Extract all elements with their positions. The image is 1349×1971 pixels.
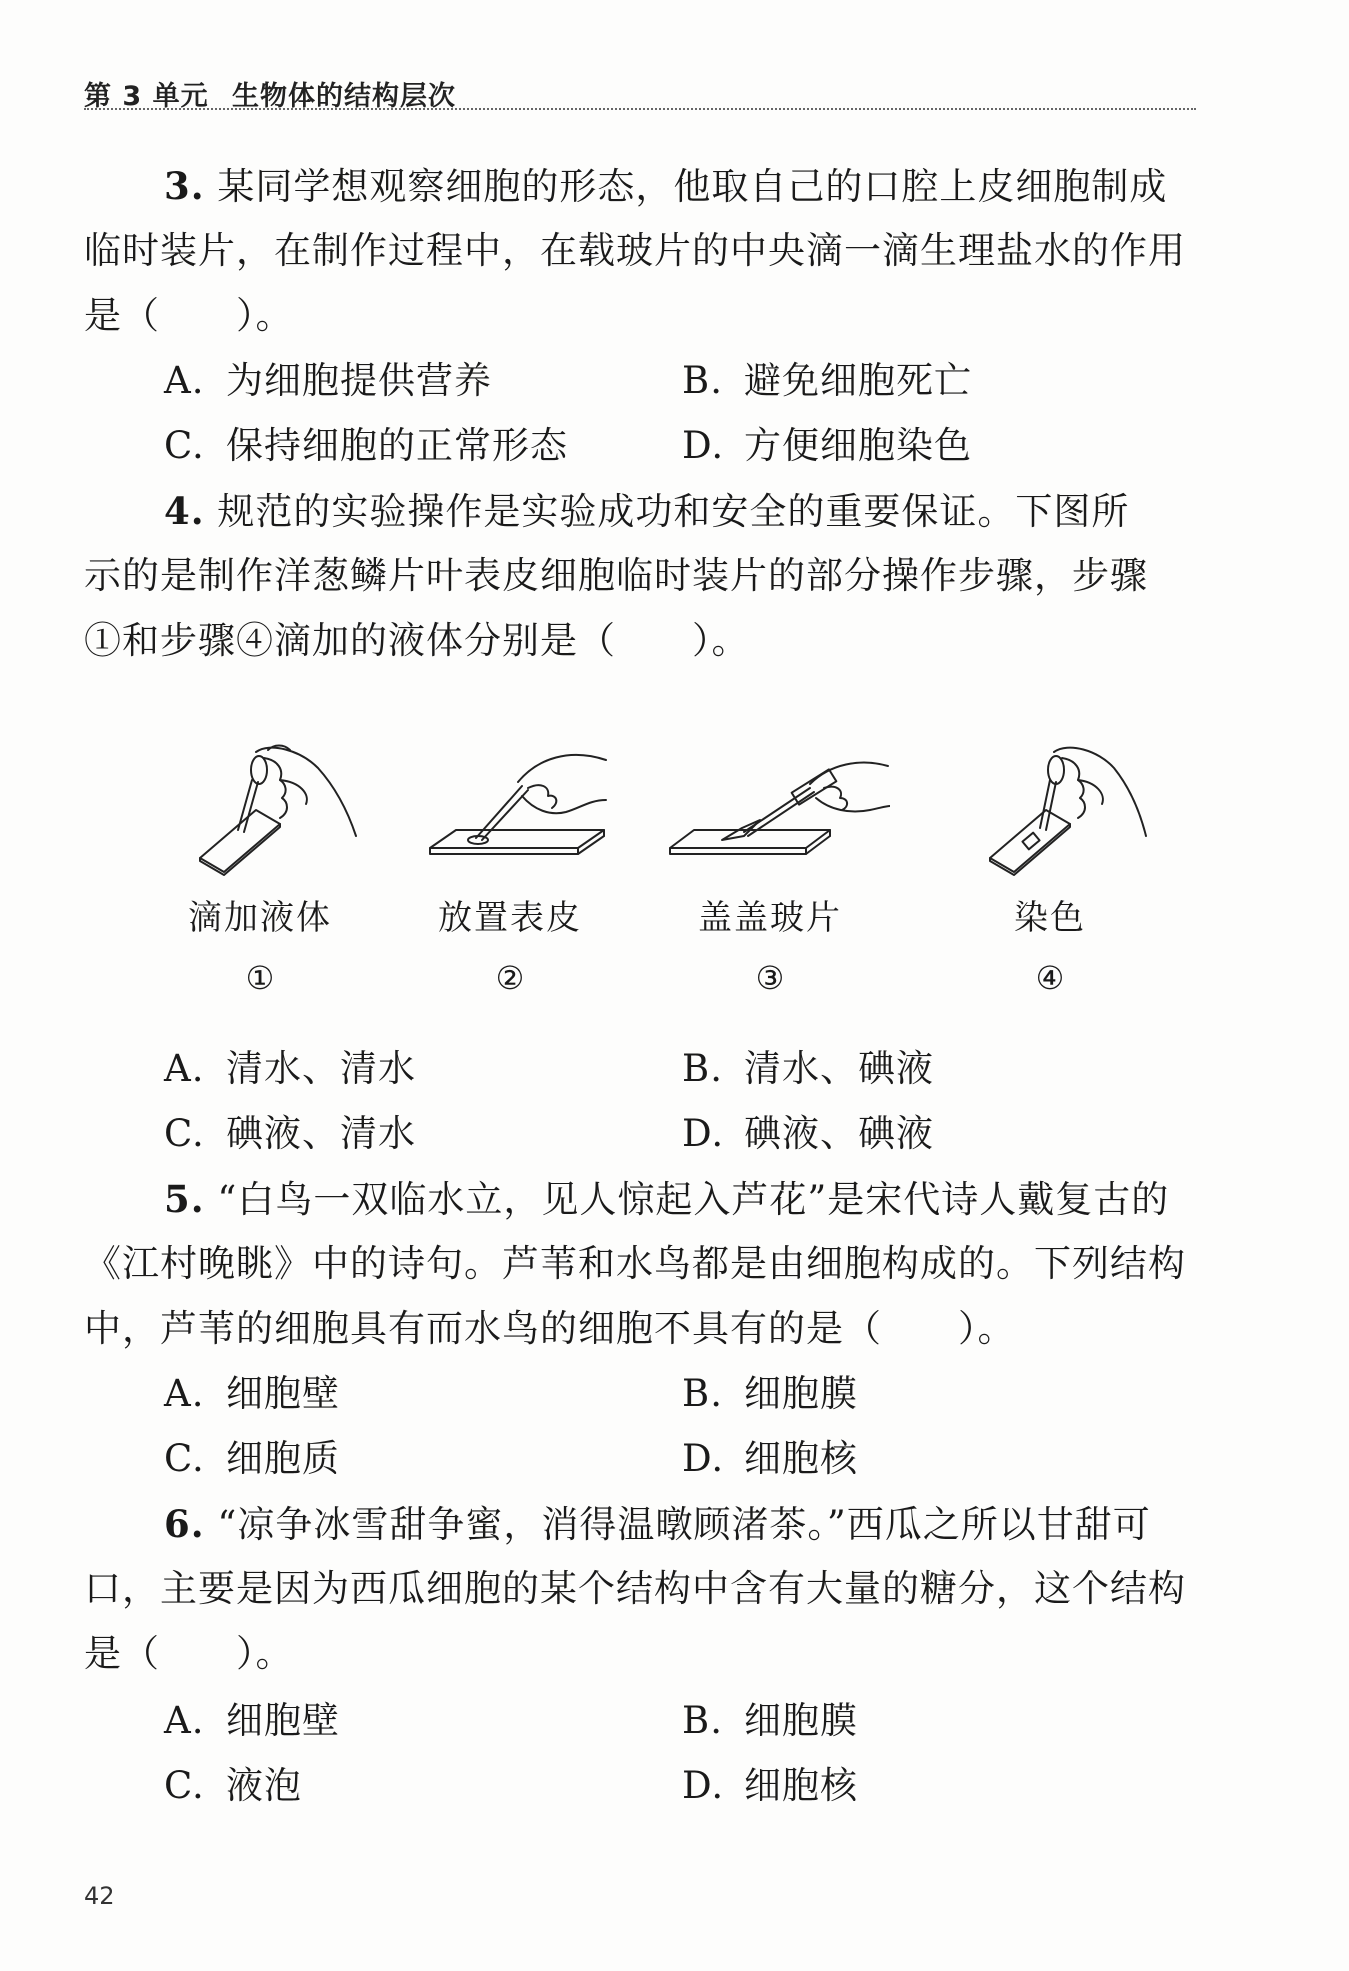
header-divider	[84, 108, 1196, 110]
q5-option-d: D. 细胞核	[682, 1437, 858, 1480]
step-4	[940, 740, 1160, 998]
step-1-number: ①	[245, 959, 275, 997]
staining-dropper-icon	[950, 740, 1150, 880]
dropper-on-slide-icon	[160, 740, 360, 880]
page-number: 42	[84, 1882, 115, 1910]
q6-option-b: B. 细胞膜	[682, 1699, 858, 1742]
q5-option-b: B. 细胞膜	[682, 1372, 858, 1415]
q5-line-3: 中，芦苇的细胞具有而水鸟的细胞不具有的是（ ）。	[84, 1307, 1016, 1350]
q4-line-3: ①和步骤④滴加的液体分别是（ ）。	[84, 619, 750, 662]
q6-line-2: 口，主要是因为西瓜细胞的某个结构中含有大量的糖分，这个结构	[84, 1567, 1186, 1610]
q5-number: 5.	[164, 1177, 205, 1221]
q3-line-1: 3. 某同学想观察细胞的形态，他取自己的口腔上皮细胞制成	[164, 164, 1168, 208]
step-3-number: ③	[755, 959, 785, 997]
step-2-caption: 放置表皮	[438, 898, 582, 938]
q6-line-1: 6. “凉争冰雪甜争蜜，消得温暾顾渚茶。”西瓜之所以甘甜可	[164, 1502, 1151, 1546]
step-2	[400, 740, 620, 998]
q4-option-a: A. 清水、清水	[164, 1047, 416, 1090]
q3-line-3: 是（ ）。	[84, 294, 294, 337]
q6-number: 6.	[164, 1502, 205, 1546]
q5-line-1: 5. “白鸟一双临水立，见人惊起入芦花”是宋代诗人戴复古的	[164, 1177, 1170, 1221]
q4-option-c: C. 碘液、清水	[164, 1112, 416, 1155]
cover-slip-icon	[660, 740, 890, 880]
step-1	[150, 740, 370, 998]
q3-option-c: C. 保持细胞的正常形态	[164, 424, 568, 467]
q6-line-3: 是（ ）。	[84, 1632, 294, 1675]
q6-option-a: A. 细胞壁	[164, 1699, 340, 1742]
q5-option-c: C. 细胞质	[164, 1437, 340, 1480]
q6-option-c: C. 液泡	[164, 1764, 302, 1807]
q5-line-2: 《江村晚眺》中的诗句。芦苇和水鸟都是由细胞构成的。下列结构	[84, 1242, 1186, 1285]
q3-line-2: 临时装片，在制作过程中，在载玻片的中央滴一滴生理盐水的作用	[84, 229, 1186, 272]
step-3	[660, 740, 880, 998]
step-2-number: ②	[495, 959, 525, 997]
q3-option-d: D. 方便细胞染色	[682, 424, 972, 467]
q4-option-b: B. 清水、碘液	[682, 1047, 934, 1090]
q3-number: 3.	[164, 164, 205, 208]
q5-option-a: A. 细胞壁	[164, 1372, 340, 1415]
forceps-on-slide-icon	[410, 740, 610, 880]
q4-option-d: D. 碘液、碘液	[682, 1112, 934, 1155]
step-1-caption: 滴加液体	[188, 898, 332, 938]
step-4-number: ④	[1035, 959, 1065, 997]
q6-option-d: D. 细胞核	[682, 1764, 858, 1807]
q4-line-1: 4. 规范的实验操作是实验成功和安全的重要保证。下图所	[164, 489, 1130, 533]
q4-number: 4.	[164, 489, 205, 533]
step-3-caption: 盖盖玻片	[698, 898, 842, 938]
q3-option-a: A. 为细胞提供营养	[164, 359, 492, 402]
unit-label: 第 3 单元	[84, 81, 209, 112]
q3-option-b: B. 避免细胞死亡	[682, 359, 972, 402]
procedure-figure	[150, 740, 1170, 1000]
unit-title: 生物体的结构层次	[232, 81, 456, 112]
q4-line-2: 示的是制作洋葱鳞片叶表皮细胞临时装片的部分操作步骤，步骤	[84, 554, 1148, 597]
step-4-caption: 染色	[1014, 898, 1086, 938]
